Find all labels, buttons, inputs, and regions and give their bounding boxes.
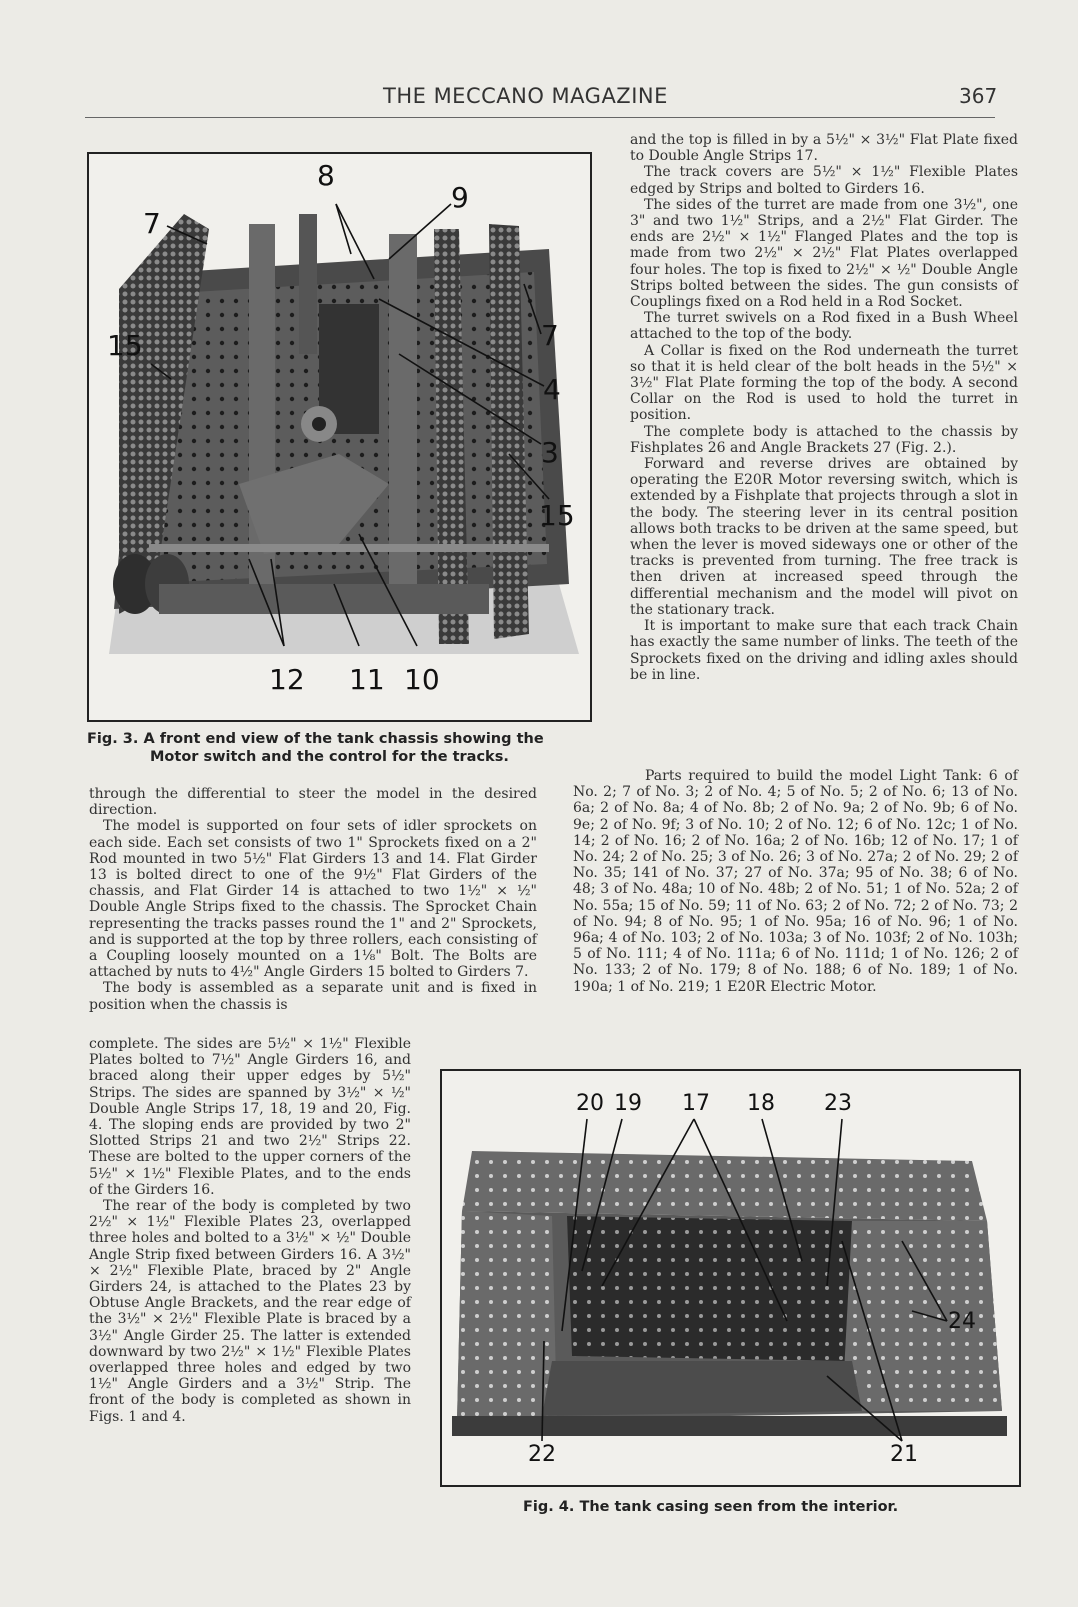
figure-4-callout-21: 21 [890,1442,918,1467]
figure-4-callout-23: 23 [824,1091,852,1116]
parts-list-paragraph: Parts required to build the model Light Tank: 6 of No. 2; 7 of No. 3; 2 of No. 4; 5 of No. 5; 2 of No. 6; 13 of No. 6a; 2 of No. 8a; 4 of No. 8b; 2 of No. 9a; 2 of No. 9b; 6 of No. 9e; 2 of No. 9f; 3 of No. 10; 2 of No. 12; 6 of No. 12c; 1 of No. 14; 2 of No. 16; 2 of No. 16a; 2 of No. 16b; 12 of No. 17; 1 of No. 24; 2 of No. 25; 3 of No. 26; 3 of No. 27a; 2 of No. 29; 2 of No. 35; 141 of No. 37; 27 of No. 37a; 95 of No. 38; 6 of No. 48; 3 of No. 48a; 10 of No. 48b; 2 of No. 51; 1 of No. 52a; 2 of No. 55a; 15 of No. 59; 11 of No. 63; 2 of No. 72; 2 of No. 73; 2 of No. 94; 8 of No. 95; 1 of No. 95a; 16 of No. 96; 1 of No. 96a; 4 of No. 103; 2 of No. 103a; 3 of No. 103f; 2 of No. 103h; 5 of No. 111; 4 of No. 111a; 6 of No. 111d; 1 of No. 126; 2 of No. 133; 2 of No. 179; 8 of No. 188; 6 of No. 189; 1 of No. 190a; 1 of No. 219; 1 E20R Electric Motor. [573,768,1018,995]
paragraph: through the differential to steer the model in the desired direction. [89,786,537,819]
left-column-text-lower [89,1036,411,1425]
paragraph: Forward and reverse drives are obtained by operating the E20R Motor reversing switch, which is extended by a Fishplate that projects through a slot in the body. The steering lever in its central position allows both tracks to be driven at the same speed, but when the lever is moved sideways one or other of the tracks is prevented from turning. The free track is then driven at increased speed through the differential mechanism and the model will pivot on the stationary track. [630,456,1018,618]
figure-4-callout-17: 17 [682,1091,710,1116]
page-number: 367 [959,84,998,108]
figure-3-callout-10: 10 [404,663,440,696]
paragraph: The sides of the turret are made from one 3½", one 3" and two 1½" Strips, and a 2½" Flat Girder. The ends are 2½" × 1½" Flanged Plates and the top is made from two 2½" × 2½" Flat Plates overlapped four holes. The top is fixed to 2½" × ½" Double Angle Strips bolted between the sides. The gun consists of Couplings fixed on a Rod held in a Rod Socket. [630,196,1018,311]
figure-3-caption-line-1: Fig. 3. A front end view of the tank chassis showing the [87,731,544,747]
figure-3-callout-11: 11 [349,663,385,696]
paragraph: The rear of the body is completed by two 2½" × 1½" Flexible Plates 23, overlapped three holes and bolted to a 3½" × ½" Double Angle Strip fixed between Girders 16. A 3½" × 2½" Flexible Plate, braced by 2" Angle Girders 24, is attached to the Plates 23 by Obtuse Angle Brackets, and the rear edge of the 3½" × 2½" Flexible Plate is braced by a 3½" Angle Girder 25. The latter is extended downward by two 2½" × 1½" Flexible Plates overlapped three holes and edged by two 1½" Angle Girders and a 3½" Strip. The front of the body is completed as shown in Figs. 1 and 4. [89,1198,411,1425]
figure-4-callout-18: 18 [747,1091,775,1116]
figure-4-tank-casing-photo [440,1069,1021,1487]
paragraph: The model is supported on four sets of idler sprockets on each side. Each set consists of two 1" Sprockets fixed on a 2" Rod mounted in two 5½" Flat Girders 13 and 14. Flat Girder 13 is bolted direct to one of the 9½" Flat Girders of the chassis, and Flat Girder 14 is attached to two 1½" × ½" Double Angle Strips fixed to the chassis. The Sprocket Chain representing the tracks passes round the 1" and 2" Sprockets, and is supported at the top by three rollers, each consisting of a Coupling loosely mounted on a 1⅛" Bolt. The Bolts are attached by nuts to 4½" Angle Girders 15 bolted to Girders 7. [89,818,537,981]
paragraph: A Collar is fixed on the Rod underneath the turret so that it is held clear of the bolt heads in the 5½" × 3½" Flat Plate forming the top of the body. A second Collar on the Rod is used to hold the turret in position. [630,342,1018,424]
figure-3-callout-3: 3 [541,436,559,469]
paragraph: The turret swivels on a Rod fixed in a Bush Wheel attached to the top of the body. [630,310,1018,343]
figure-3-callout-4: 4 [543,373,561,406]
figure-3-callout-7-left: 7 [143,207,161,240]
figure-3-callout-9: 9 [451,181,469,214]
left-column-text-upper [89,786,537,1013]
paragraph: It is important to make sure that each track Chain has exactly the same number of links. The teeth of the Sprockets fixed on the driving and idling axles should be in line. [630,618,1018,683]
figure-4-callout-20: 20 [576,1091,604,1116]
figure-3-callout-7-right: 7 [541,319,559,352]
paragraph: The complete body is attached to the chassis by Fishplates 26 and Angle Brackets 27 (Fig. 2.). [630,423,1018,456]
paragraph: complete. The sides are 5½" × 1½" Flexible Plates bolted to 7½" Angle Girders 16, and braced along their upper edges by 5½" Strips. The sides are spanned by 3½" × ½" Double Angle Strips 17, 18, 19 and 20, Fig. 4. The sloping ends are provided by two 2" Slotted Strips 21 and two 2½" Strips 22. These are bolted to the upper corners of the 5½" × 1½" Flexible Plates, and to the ends of the Girders 16. [89,1036,411,1198]
figure-3-callout-15-left: 15 [107,329,143,362]
page-header-title: THE MECCANO MAGAZINE [383,84,668,108]
figure-3-tank-chassis-photo [87,152,592,722]
paragraph: and the top is filled in by a 5½" × 3½" Flat Plate fixed to Double Angle Strips 17. [630,132,1018,165]
figure-3-callout-15-right: 15 [539,499,575,532]
figure-3-caption-line-2: Motor switch and the control for the tracks. [150,749,509,765]
figure-4-callout-22: 22 [528,1442,556,1467]
tank-chassis-illustration [89,154,590,720]
paragraph: The body is assembled as a separate unit and is fixed in position when the chassis is [89,980,537,1013]
paragraph: The track covers are 5½" × 1½" Flexible Plates edged by Strips and bolted to Girders 16. [630,164,1018,197]
right-column-text [630,132,1018,683]
header-rule [85,117,995,118]
figure-4-caption: Fig. 4. The tank casing seen from the interior. [523,1499,899,1515]
figure-3-callout-8: 8 [317,159,335,192]
parts-list [573,768,1018,995]
tank-casing-illustration [442,1071,1019,1485]
figure-4-callout-24: 24 [948,1309,976,1334]
figure-3-callout-12: 12 [269,663,305,696]
figure-4-callout-19: 19 [614,1091,642,1116]
